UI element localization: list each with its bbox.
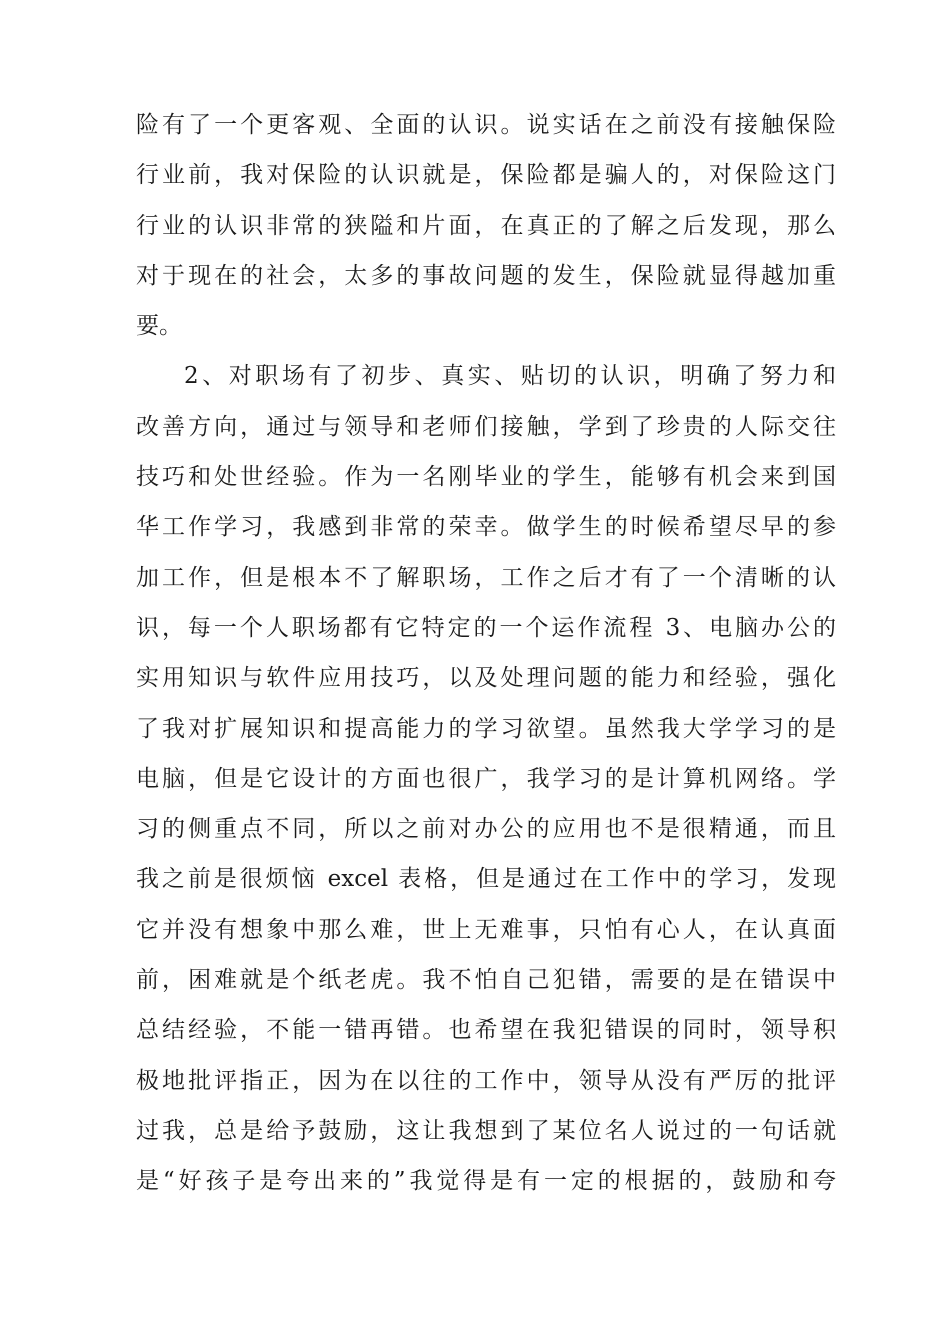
paragraph-start-line: 2、对职场有了初步、真实、贴切的认识，明确了努力和	[184, 363, 836, 390]
text-line: 对于现在的社会，太多的事故问题的发生，保险就显得越加重	[136, 262, 836, 289]
text-line: 前，困难就是个纸老虎。我不怕自己犯错，需要的是在错误中	[136, 967, 836, 994]
text-line: 总结经验，不能一错再错。也希望在我犯错误的同时，领导积	[136, 1017, 836, 1044]
text-line: 行业前，我对保险的认识就是，保险都是骗人的，对保险这门	[136, 162, 836, 189]
text-line: 险有了一个更客观、全面的认识。说实话在之前没有接触保险	[136, 112, 836, 138]
text-line: 它并没有想象中那么难，世上无难事，只怕有心人，在认真面	[136, 916, 836, 943]
text-line: 我之前是很烦恼 excel 表格，但是通过在工作中的学习，发现	[136, 866, 836, 893]
text-line: 极地批评指正，因为在以往的工作中，领导从没有严厉的批评	[136, 1067, 836, 1094]
text-line: 改善方向，通过与领导和老师们接触，学到了珍贵的人际交往	[136, 413, 836, 440]
text-line: 了我对扩展知识和提高能力的学习欲望。虽然我大学学习的是	[136, 715, 836, 742]
text-line: 电脑，但是它设计的方面也很广，我学习的是计算机网络。学	[136, 765, 836, 792]
text-line: 习的侧重点不同，所以之前对办公的应用也不是很精通，而且	[136, 816, 836, 843]
text-line: 要。	[136, 313, 182, 340]
text-line: 行业的认识非常的狭隘和片面，在真正的了解之后发现，那么	[136, 212, 836, 239]
text-line: 加工作，但是根本不了解职场，工作之后才有了一个清晰的认	[136, 564, 836, 591]
body-text	[136, 100, 836, 1207]
text-line: 过我，总是给予鼓励，这让我想到了某位名人说过的一句话就	[136, 1117, 836, 1144]
text-line: 识，每一个人职场都有它特定的一个运作流程 3、电脑办公的	[136, 614, 836, 641]
text-line: 华工作学习，我感到非常的荣幸。做学生的时候希望尽早的参	[136, 514, 836, 541]
text-line: 实用知识与软件应用技巧，以及处理问题的能力和经验，强化	[136, 665, 836, 692]
text-line: 技巧和处世经验。作为一名刚毕业的学生，能够有机会来到国	[136, 464, 836, 491]
text-line: 是“好孩子是夸出来的”我觉得是有一定的根据的，鼓励和夸	[136, 1168, 836, 1195]
